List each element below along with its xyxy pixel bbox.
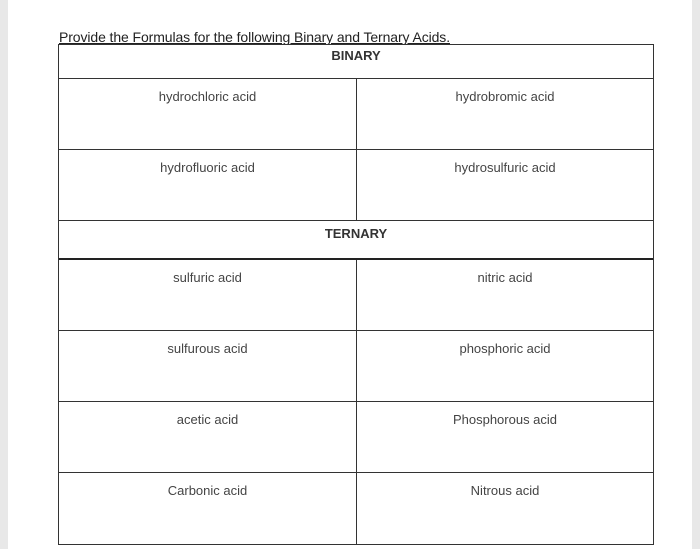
answer-cell[interactable]: hydrochloric acid [59, 79, 357, 149]
answer-cell[interactable]: Phosphorous acid [452, 412, 558, 427]
answer-cell[interactable]: nitric acid [477, 270, 533, 285]
table-row [59, 331, 653, 402]
table-row [59, 402, 653, 473]
answer-cell[interactable]: hydrosulfuric acid [454, 160, 556, 175]
answer-cell[interactable]: acetic acid [59, 402, 357, 472]
worksheet-page [8, 0, 692, 549]
answer-cell[interactable]: sulfuric acid [59, 260, 357, 330]
binary-label: BINARY [331, 48, 381, 63]
answer-cell[interactable]: phosphoric acid [459, 341, 551, 356]
table-row [59, 150, 653, 221]
acid-formula-table [58, 44, 654, 545]
ternary-section-header [59, 221, 653, 260]
binary-section-header [59, 45, 653, 79]
ternary-label: TERNARY [324, 226, 388, 241]
answer-cell[interactable]: sulfurous acid [59, 331, 357, 401]
answer-cell[interactable]: Nitrous acid [470, 483, 540, 498]
worksheet-instructions: Provide the Formulas for the following Binary and Ternary Acids. [59, 29, 450, 45]
answer-cell[interactable]: hydrobromic acid [455, 89, 555, 104]
table-row [59, 260, 653, 331]
answer-cell[interactable]: Carbonic acid [59, 473, 357, 544]
table-row [59, 79, 653, 150]
answer-cell[interactable]: hydrofluoric acid [59, 150, 357, 220]
table-row [59, 473, 653, 544]
